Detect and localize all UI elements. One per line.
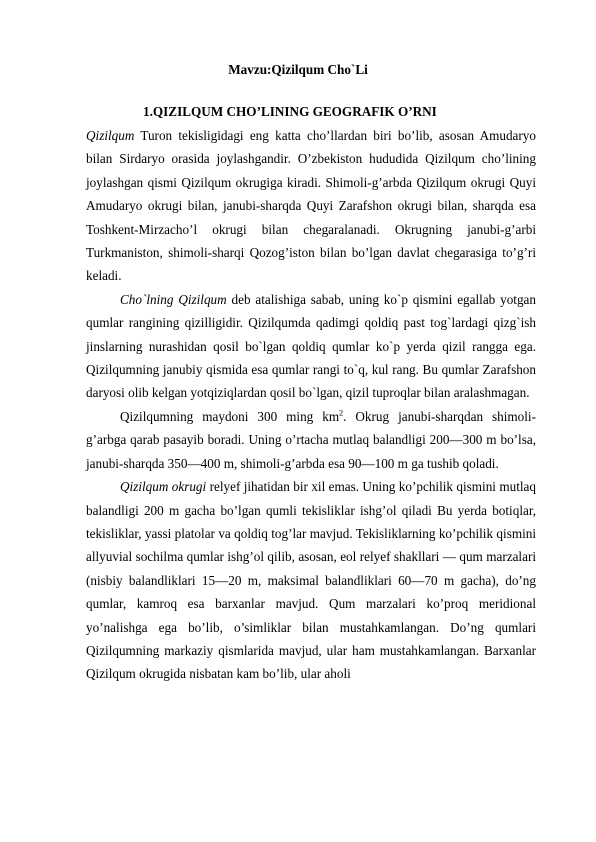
paragraph-lead-term: Cho`lning Qizilqum (120, 291, 227, 307)
paragraph-text: Qizilqumning maydoni 300 ming km (120, 408, 340, 424)
section-heading: 1.QIZILQUM CHO’LINING GEOGRAFIK O’RNI (143, 104, 437, 119)
paragraph-area (86, 405, 536, 475)
paragraph-text: . Okrug janubi-sharqdan shimoli-g’arbga qarab pasayib boradi. Uning o’rtacha mutlaq balandligi 200—300 m bo’lsa, janubi-sharqda 350—400 m, shimoli-g’arbda esa 90—100 m ga tushib qoladi. (86, 408, 536, 471)
paragraph-text: Turon tekisligidagi eng katta cho’llardan biri bo’lib, asosan Amudaryo bilan Sirdaryo orasida joylashgandir. O’zbekiston hududida Qizilqum cho’lining joylashgan qismi Qizilqum okrugiga kiradi. Shimoli-g’arbda Qizilqum okrugi Quyi Amudaryo okrugi bilan, janubi-sharqda Quyi Zarafshon okrugi bilan, sharqda esa Toshkent-Mirzacho’l okrugi bilan chegaralanadi. Okrugning janubi-g’arbi Turkmaniston, shimoli-sharqi Qozog’iston bilan bo’lgan davlat chegarasiga to’g’ri keladi. (86, 128, 536, 284)
paragraph-relief (86, 475, 536, 686)
document-body (86, 124, 536, 686)
paragraph-location (86, 124, 536, 288)
paragraph-text: relyef jihatidan bir xil emas. Uning ko’pchilik qismini mutlaq balandligi 200 m gacha bo’lgan qumli tekisliklar ishg’ol qiladi Bu yerda botiqlar, tekisliklar, yassi platolar va qoldiq tog’lar mavjud. Tekisliklarning ko’pchilik qismini allyuvial sochilma qumlar ishg’ol qilib, asosan, eol relyef shakllari — qum marzalari (nisbiy balandliklari 15—20 m, maksimal balandliklari 60—70 m gacha), do’ng qumlar, kamroq esa barxanlar mavjud. Qum marzalari ko’proq meridional yo’nalishga ega bo’lib, o’simliklar bilan mustahkamlangan. Do’ng qumlari Qizilqumning markaziy qismlarida mavjud, ular ham mustahkamlangan. Barxanlar Qizilqum okrugida nisbatan kam bo’lib, ular aholi (86, 479, 536, 682)
paragraph-text: deb atalishiga sabab, uning ko`p qismini egallab yotgan qumlar rangining qizilligidir. Qizilqumda qadimgi qoldiq past tog`lardagi qizg`ish jinslarning nurashidan qosil bo`lgan qoldiq qumlar ko`p yerda qizil rangga ega. Qizilqumning janubiy qismida esa qumlar rangi to`q, kul rang. Bu qumlar Zarafshon daryosi olib kelgan yotqiziqlardan qosil bo`lgan, qizil tuproqlar bilan aralashmagan. (86, 291, 537, 401)
paragraph-lead-term: Qizilqum (86, 128, 135, 143)
paragraph-name-origin (86, 288, 536, 405)
paragraph-lead-term: Qizilqum okrugi (120, 479, 207, 495)
superscript-exponent: 2 (339, 408, 344, 418)
document-title: Mavzu:Qizilqum Cho`Li (228, 62, 368, 77)
